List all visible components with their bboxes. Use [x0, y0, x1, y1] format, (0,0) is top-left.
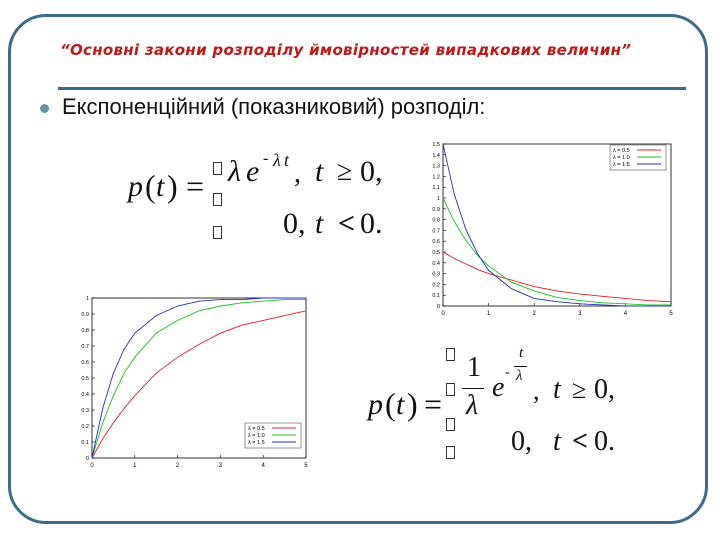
- legend-label: λ = 1.0: [248, 433, 265, 439]
- y-tick-label: 1.2: [432, 174, 440, 181]
- formula-comma: ,: [294, 158, 301, 189]
- formula-lambda: λ: [228, 155, 241, 188]
- formula-equals: =: [186, 168, 205, 204]
- y-tick-label: 0.9: [432, 206, 440, 213]
- formula-exp-t: t: [519, 345, 524, 361]
- y-tick-label: 0.9: [81, 312, 89, 318]
- brace-placeholder-top: [213, 162, 222, 175]
- brace-placeholder-low: [446, 418, 455, 431]
- x-tick-label: 0: [90, 463, 94, 469]
- formula-t-arg: t: [396, 388, 405, 421]
- formula-t2: t: [553, 426, 561, 457]
- x-tick-label: 1: [133, 463, 137, 469]
- formula-zero1: 0,: [360, 155, 383, 188]
- formula-rparen: ): [167, 168, 178, 204]
- y-tick-label: 1.4: [432, 152, 440, 159]
- y-tick-label: 1.1: [432, 185, 440, 192]
- y-tick-label: 0.5: [81, 376, 89, 382]
- formula-equals: =: [424, 386, 443, 422]
- x-tick-label: 4: [623, 311, 628, 317]
- y-tick-label: 0.7: [432, 228, 440, 235]
- legend-label: λ = 0.5: [613, 148, 630, 154]
- brace-placeholder-top: [446, 348, 455, 361]
- y-tick-label: 0: [85, 456, 89, 462]
- formula-p: p: [128, 170, 143, 203]
- y-tick-label: 0: [436, 304, 440, 310]
- y-tick-label: 0.4: [432, 260, 440, 267]
- formula-t1: t: [315, 155, 324, 188]
- brace-placeholder-mid: [446, 383, 455, 396]
- x-tick-label: 0: [441, 311, 445, 317]
- formula-lparen: (: [145, 168, 156, 204]
- legend-label: λ = 1.5: [248, 440, 265, 446]
- brace-placeholder-bot: [446, 446, 455, 459]
- x-tick-label: 5: [304, 463, 308, 469]
- y-tick-label: 1: [85, 296, 89, 302]
- x-tick-label: 2: [532, 311, 536, 317]
- y-tick-label: 0.1: [432, 293, 440, 300]
- formula-p: p: [368, 388, 383, 421]
- cdf-chart: [70, 288, 320, 473]
- formula-lt: <: [572, 426, 588, 457]
- formula-e: e: [246, 155, 260, 188]
- formula-zero2: 0,: [283, 207, 306, 240]
- bullet-dot-icon: [40, 104, 49, 113]
- bullet-text: Експоненційний (показниковий) розподіл:: [62, 94, 486, 119]
- brace-placeholder-bot: [213, 226, 222, 239]
- y-tick-label: 0.3: [432, 271, 440, 278]
- formula-zero3: 0.: [360, 207, 383, 240]
- x-tick-label: 5: [669, 311, 673, 317]
- slide-title: “Основні закони розподілу ймовірностей випадкових величин”: [60, 41, 632, 59]
- y-tick-label: 0.8: [432, 217, 440, 224]
- y-tick-label: 0.3: [81, 408, 89, 414]
- formula-one: 1: [467, 352, 481, 383]
- formula-comma: ,: [533, 376, 540, 405]
- y-tick-label: 0.1: [81, 440, 89, 446]
- formula-lambda: λ: [466, 390, 479, 421]
- x-tick-label: 4: [261, 463, 265, 469]
- formula-exp-minus: -: [505, 365, 510, 380]
- y-tick-label: 0.2: [432, 282, 440, 289]
- legend-label: λ = 0.5: [248, 426, 265, 432]
- fraction-bar: [462, 388, 484, 389]
- formula-lparen: (: [385, 386, 396, 422]
- formula-ge: ≥: [337, 156, 353, 187]
- formula-exp-lambda: λ: [273, 150, 281, 170]
- formula-lt: <: [338, 207, 356, 240]
- title-divider: [58, 87, 686, 90]
- x-tick-label: 3: [578, 311, 582, 317]
- formula-zero2: 0,: [511, 426, 532, 457]
- formula-e: e: [492, 372, 505, 403]
- formula-t1: t: [553, 374, 561, 405]
- x-tick-label: 1: [486, 311, 491, 317]
- y-tick-label: 0.6: [81, 360, 89, 366]
- legend-label: λ = 1.5: [613, 162, 630, 168]
- y-tick-label: 1: [436, 196, 440, 202]
- brace-placeholder-mid: [213, 193, 222, 206]
- y-tick-label: 1.5: [432, 142, 440, 148]
- pdf-chart: [425, 132, 695, 322]
- y-tick-label: 0.2: [81, 424, 89, 430]
- y-tick-label: 0.5: [432, 250, 440, 256]
- y-tick-label: 0.7: [81, 344, 89, 350]
- formula-t2: t: [315, 207, 324, 240]
- formula-rparen: ): [407, 386, 418, 422]
- y-tick-label: 1.3: [432, 163, 440, 170]
- y-tick-label: 0.4: [81, 392, 89, 398]
- y-tick-label: 0.8: [81, 328, 89, 334]
- formula-exp-t: t: [284, 150, 290, 170]
- y-tick-label: 0.6: [432, 239, 440, 246]
- formula-exp-minus: -: [263, 150, 269, 167]
- formula-exp-lambda: λ: [516, 368, 523, 384]
- formula-zero1: 0,: [594, 374, 615, 405]
- formula-t-arg: t: [156, 170, 165, 203]
- legend-label: λ = 1.0: [613, 155, 630, 161]
- x-tick-label: 2: [175, 463, 180, 469]
- formula-ge: ≥: [572, 375, 587, 404]
- formula-zero3: 0.: [594, 426, 615, 457]
- exp-fraction-bar: [514, 366, 527, 367]
- series-line: [443, 198, 671, 305]
- x-tick-label: 3: [218, 463, 223, 469]
- series-line: [443, 252, 671, 302]
